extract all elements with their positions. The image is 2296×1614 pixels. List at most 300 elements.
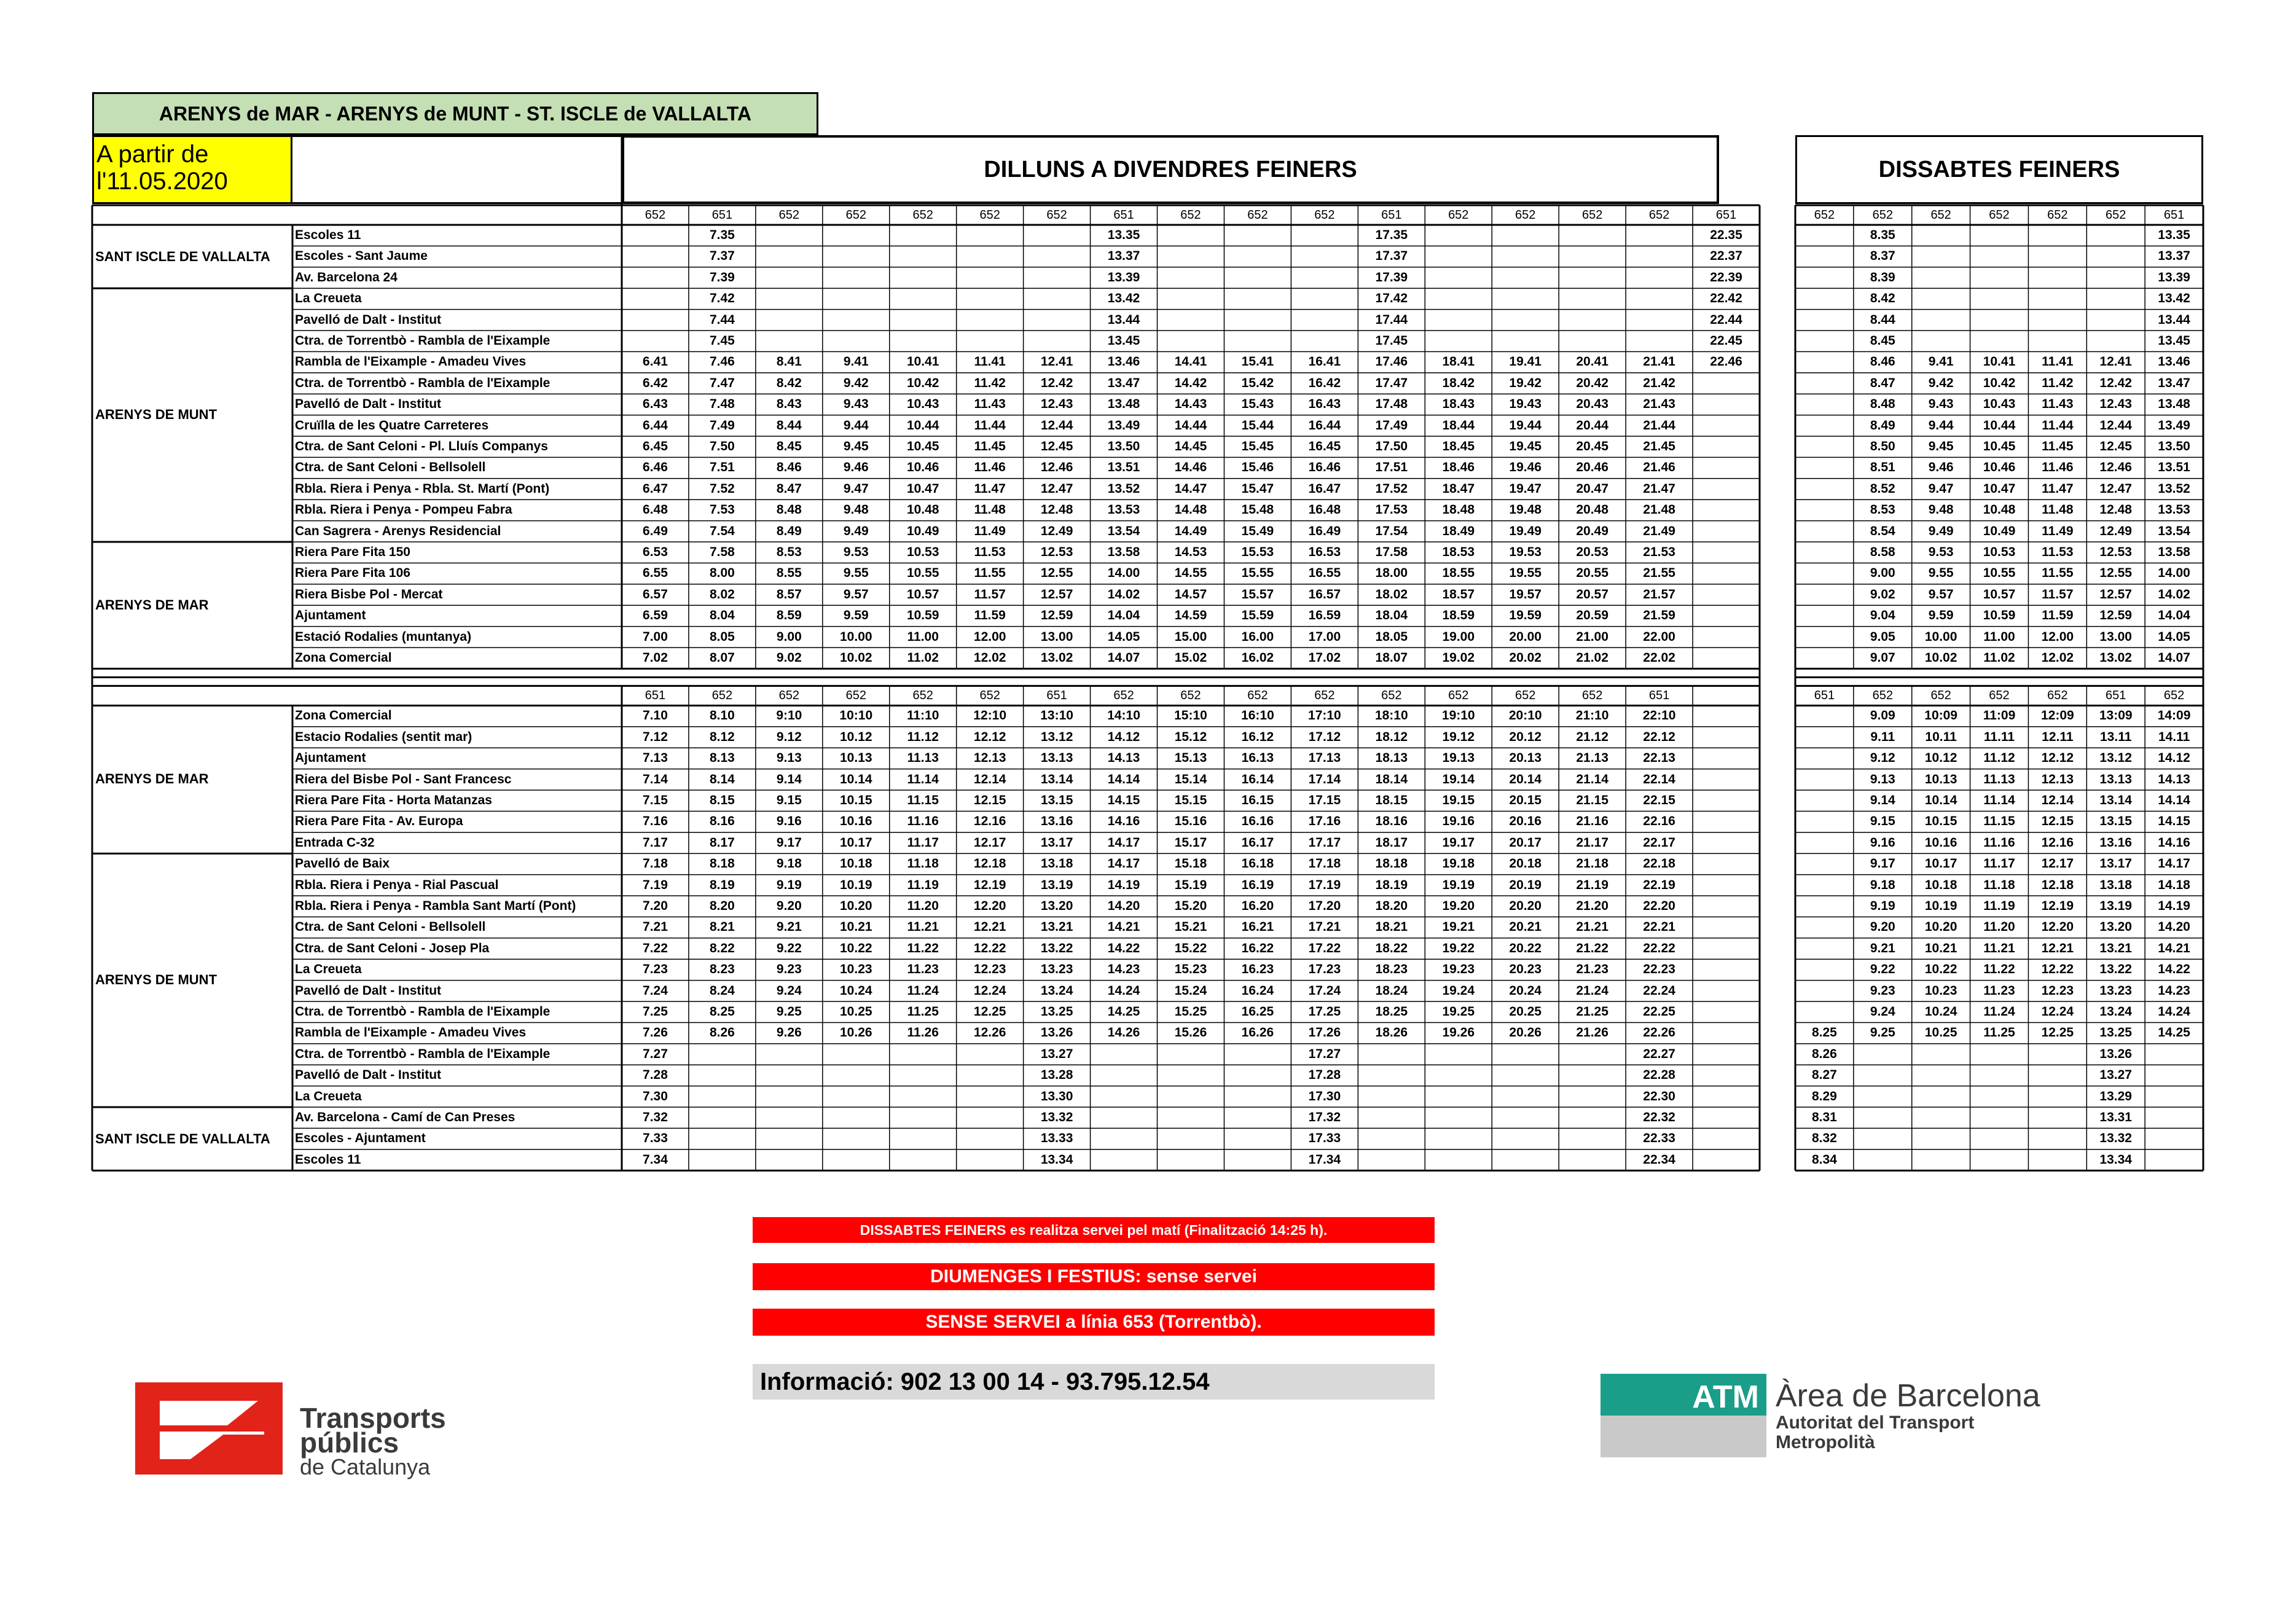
departure-time: 17.19 [1308, 877, 1341, 892]
departure-time: 15.41 [1241, 355, 1274, 369]
departure-time: 13.14 [1040, 772, 1073, 786]
departure-time: 15.14 [1174, 772, 1207, 786]
departure-time: 6.59 [643, 608, 668, 623]
departure-time: 17.12 [1308, 729, 1341, 744]
departure-time: 12.57 [2099, 587, 2132, 601]
line-number: 651 [1381, 208, 1402, 222]
departure-time: 13.29 [2099, 1089, 2132, 1103]
departure-time: 14.14 [1107, 772, 1140, 786]
departure-time: 16.15 [1241, 793, 1274, 807]
departure-time: 15.53 [1241, 545, 1274, 559]
departure-time: 11.41 [974, 355, 1006, 369]
departure-time: 18.26 [1375, 1025, 1408, 1040]
departure-time: 17.54 [1375, 523, 1408, 538]
departure-time: 15.49 [1241, 523, 1274, 538]
stop-name: Riera Pare Fita 150 [295, 545, 410, 559]
departure-time: 14.20 [1107, 899, 1140, 913]
departure-time: 8.48 [776, 503, 802, 517]
stop-name: La Creueta [295, 291, 362, 306]
departure-time: 12.21 [2041, 941, 2074, 955]
line-number: 652 [1180, 208, 1201, 222]
departure-time: 8.44 [1870, 312, 1895, 327]
departure-time: 18.49 [1442, 523, 1475, 538]
departure-time: 8.49 [776, 523, 802, 538]
departure-time: 13.42 [1107, 291, 1140, 306]
departure-time: 20.18 [1509, 856, 1542, 871]
stop-name: Rbla. Riera i Penya - Pompeu Fabra [295, 503, 512, 517]
departure-time: 15.23 [1174, 962, 1207, 977]
departure-time: 10.02 [840, 651, 872, 665]
departure-time: 8.22 [709, 941, 735, 955]
departure-time: 11.20 [1983, 920, 2015, 934]
departure-time: 22:10 [1642, 708, 1676, 723]
departure-time: 17.22 [1308, 941, 1341, 955]
departure-time: 14.26 [1107, 1025, 1140, 1040]
departure-time: 13.46 [1107, 355, 1140, 369]
departure-time: 19.46 [1509, 460, 1542, 475]
departure-time: 7.16 [643, 814, 668, 829]
departure-time: 14.14 [2158, 793, 2190, 807]
departure-time: 10.41 [1983, 355, 2016, 369]
departure-time: 19:10 [1441, 708, 1475, 723]
departure-time: 10.45 [1983, 439, 2016, 453]
departure-time: 9.57 [1928, 587, 1954, 601]
departure-time: 15.02 [1174, 651, 1207, 665]
departure-time: 12.43 [2099, 397, 2132, 412]
departure-time: 17.17 [1308, 835, 1341, 850]
line-number: 652 [1113, 689, 1134, 703]
departure-time: 17.16 [1308, 814, 1341, 829]
departure-time: 12.45 [1040, 439, 1073, 453]
departure-time: 6.42 [643, 375, 668, 390]
line-number: 652 [1180, 689, 1201, 703]
stop-name: Rbla. Riera i Penya - Rambla Sant Martí (Pont) [295, 899, 576, 913]
departure-time: 17.48 [1375, 397, 1408, 412]
departure-time: 11.20 [907, 899, 939, 913]
departure-time: 13.27 [2099, 1068, 2132, 1083]
departure-time: 11.49 [2042, 523, 2074, 538]
departure-time: 9.13 [776, 751, 802, 766]
line-number: 652 [1872, 689, 1893, 703]
departure-time: 11.45 [2042, 439, 2074, 453]
line-number: 652 [711, 689, 733, 703]
departure-time: 11.15 [1983, 814, 2015, 829]
departure-time: 8.25 [709, 1005, 735, 1019]
departure-time: 8.14 [709, 772, 735, 786]
zone-label: ARENYS DE MUNT [95, 972, 217, 988]
departure-time: 15.18 [1174, 856, 1207, 871]
departure-time: 11.14 [907, 772, 939, 786]
tpc-logo-text [300, 1402, 446, 1479]
departure-time: 17.14 [1308, 772, 1341, 786]
departure-time: 18.59 [1442, 608, 1475, 623]
departure-time: 13.47 [1107, 375, 1140, 390]
departure-time: 10.55 [906, 566, 939, 581]
departure-time: 13.12 [2099, 751, 2132, 766]
departure-time: 9.59 [1928, 608, 1954, 623]
line-number: 652 [1247, 208, 1268, 222]
departure-time: 17.45 [1375, 334, 1408, 348]
departure-time: 7.49 [709, 418, 735, 433]
departure-time: 22.21 [1643, 920, 1675, 934]
departure-time: 22.24 [1643, 983, 1675, 998]
stop-name: Riera del Bisbe Pol - Sant Francesc [295, 772, 512, 786]
stop-name: Rbla. Riera i Penya - Rbla. St. Martí (Pont) [295, 481, 550, 496]
departure-time: 13.53 [1107, 503, 1140, 517]
departure-time: 9.15 [1870, 814, 1895, 829]
departure-time: 22.33 [1643, 1131, 1675, 1146]
departure-time: 6.43 [643, 397, 668, 412]
departure-time: 8.41 [776, 355, 802, 369]
line-number: 651 [1113, 208, 1134, 222]
departure-time: 15.19 [1174, 877, 1207, 892]
departure-time: 10.23 [1924, 983, 1957, 998]
stop-name: Cruïlla de les Quatre Carreteres [295, 418, 489, 433]
departure-time: 22.16 [1643, 814, 1675, 829]
departure-time: 18.43 [1442, 397, 1475, 412]
departure-time: 13:10 [1040, 708, 1073, 723]
line-number: 652 [778, 208, 800, 222]
departure-time: 12.47 [1040, 481, 1073, 496]
departure-time: 9.47 [1928, 481, 1954, 496]
departure-time: 11.48 [974, 503, 1006, 517]
line-number: 652 [979, 689, 1000, 703]
departure-time: 11.47 [2042, 481, 2074, 496]
departure-time: 15.25 [1174, 1005, 1207, 1019]
departure-time: 13.12 [1040, 729, 1073, 744]
departure-time: 18.22 [1375, 941, 1408, 955]
departure-time: 6.55 [643, 566, 668, 581]
departure-time: 22.22 [1643, 941, 1675, 955]
departure-time: 9.16 [776, 814, 802, 829]
departure-time: 9.22 [776, 941, 802, 955]
departure-time: 21.24 [1576, 983, 1608, 998]
departure-time: 14.12 [1107, 729, 1140, 744]
departure-time: 12.59 [2099, 608, 2132, 623]
departure-time: 13.13 [2099, 772, 2132, 786]
departure-time: 9.43 [843, 397, 869, 412]
departure-time: 14.04 [1107, 608, 1140, 623]
departure-time: 14.05 [1107, 629, 1140, 644]
departure-time: 10.18 [840, 856, 872, 871]
departure-time: 17.46 [1375, 355, 1408, 369]
departure-time: 9.05 [1870, 629, 1895, 644]
departure-time: 13.39 [2158, 270, 2190, 284]
departure-time: 13.39 [1107, 270, 1140, 284]
departure-time: 19.43 [1509, 397, 1542, 412]
departure-time: 13.42 [2158, 291, 2190, 306]
departure-time: 9.25 [776, 1005, 802, 1019]
departure-time: 10.43 [1983, 397, 2016, 412]
departure-time: 11.48 [2042, 503, 2074, 517]
departure-time: 20.25 [1509, 1005, 1542, 1019]
departure-time: 10.57 [906, 587, 939, 601]
departure-time: 22.44 [1710, 312, 1742, 327]
departure-time: 19.20 [1442, 899, 1475, 913]
departure-time: 13.31 [2099, 1110, 2132, 1124]
departure-time: 16.13 [1241, 751, 1274, 766]
departure-time: 9.41 [1928, 355, 1954, 369]
departure-time: 21.41 [1643, 355, 1675, 369]
departure-time: 10.11 [1925, 729, 1957, 744]
departure-time: 8.23 [709, 962, 735, 977]
departure-time: 14.16 [2158, 835, 2190, 850]
departure-time: 13.46 [2158, 355, 2190, 369]
departure-time: 17.26 [1308, 1025, 1341, 1040]
line-number: 651 [1648, 689, 1670, 703]
departure-time: 9.45 [1928, 439, 1954, 453]
departure-time: 21.02 [1576, 651, 1608, 665]
departure-time: 7.26 [643, 1025, 668, 1040]
departure-time: 20.47 [1576, 481, 1608, 496]
departure-time: 21.17 [1576, 835, 1608, 850]
departure-time: 19.02 [1442, 651, 1475, 665]
departure-time: 7.47 [709, 375, 735, 390]
departure-time: 17.39 [1375, 270, 1408, 284]
departure-time: 21.59 [1643, 608, 1675, 623]
departure-time: 11.41 [2042, 355, 2074, 369]
departure-time: 20.23 [1509, 962, 1542, 977]
departure-time: 11.55 [2042, 566, 2074, 581]
departure-time: 14.53 [1174, 545, 1207, 559]
departure-time: 7.44 [709, 312, 735, 327]
departure-time: 8.31 [1811, 1110, 1837, 1124]
departure-time: 10.48 [906, 503, 939, 517]
departure-time: 18.04 [1375, 608, 1408, 623]
departure-time: 13.49 [1107, 418, 1140, 433]
departure-time: 11.53 [974, 545, 1006, 559]
departure-time: 12.14 [973, 772, 1006, 786]
departure-time: 9.12 [1870, 751, 1895, 766]
departure-time: 16.44 [1308, 418, 1341, 433]
line-number: 652 [1448, 208, 1469, 222]
departure-time: 8.17 [709, 835, 735, 850]
departure-time: 7.32 [643, 1110, 668, 1124]
departure-time: 13.48 [2158, 397, 2190, 412]
departure-time: 12.48 [2099, 503, 2132, 517]
departure-time: 13.28 [1040, 1068, 1073, 1083]
line-number: 652 [1314, 208, 1335, 222]
departure-time: 8.48 [1870, 397, 1895, 412]
sunday-notice: DIUMENGES I FESTIUS: sense servei [753, 1263, 1435, 1290]
departure-time: 11.44 [974, 418, 1006, 433]
departure-time: 15.00 [1174, 629, 1207, 644]
line-number: 652 [645, 208, 666, 222]
departure-time: 16.46 [1308, 460, 1341, 475]
departure-time: 13.24 [1040, 983, 1073, 998]
departure-time: 18.25 [1375, 1005, 1408, 1019]
stop-name: Escoles - Ajuntament [295, 1131, 426, 1146]
departure-time: 13.24 [2099, 1005, 2132, 1019]
departure-time: 18.24 [1375, 983, 1408, 998]
departure-time: 9.19 [776, 877, 802, 892]
stop-name: Riera Bisbe Pol - Mercat [295, 587, 443, 601]
departure-time: 14.18 [2158, 877, 2190, 892]
departure-time: 11.43 [2042, 397, 2074, 412]
departure-time: 16.43 [1308, 397, 1341, 412]
line-number [1693, 686, 1760, 705]
departure-time: 18.47 [1442, 481, 1475, 496]
departure-time: 9.53 [843, 545, 869, 559]
departure-time: 14.19 [2158, 899, 2190, 913]
departure-time: 11.25 [907, 1005, 939, 1019]
departure-time: 10.59 [1983, 608, 2016, 623]
departure-time: 21.57 [1643, 587, 1675, 601]
stop-name: Pavelló de Dalt - Institut [295, 312, 442, 327]
departure-time: 13.21 [2099, 941, 2132, 955]
stop-name: Pavelló de Dalt - Institut [295, 983, 442, 998]
departure-time: 10.46 [1983, 460, 2016, 475]
departure-time: 12.25 [973, 1005, 1006, 1019]
departure-time: 13.26 [2099, 1046, 2132, 1061]
departure-time: 18.00 [1375, 566, 1408, 581]
departure-time: 14.25 [2158, 1025, 2190, 1040]
departure-time: 11:10 [906, 708, 939, 723]
departure-time: 10.20 [840, 899, 872, 913]
departure-time: 7.13 [643, 751, 668, 766]
departure-time: 12.53 [2099, 545, 2132, 559]
departure-time: 17.33 [1308, 1131, 1341, 1146]
departure-time: 12.00 [2041, 629, 2074, 644]
departure-time: 11.45 [974, 439, 1006, 453]
departure-time: 11.12 [1983, 751, 2015, 766]
departure-time: 15.46 [1241, 460, 1274, 475]
stop-name: Escoles 11 [295, 228, 361, 242]
departure-time: 6.48 [643, 503, 668, 517]
departure-time: 7.22 [643, 941, 668, 955]
departure-time: 10.14 [840, 772, 872, 786]
departure-time: 17.00 [1308, 629, 1341, 644]
departure-time: 20.46 [1576, 460, 1608, 475]
departure-time: 20.55 [1576, 566, 1608, 581]
departure-time: 11.55 [974, 566, 1006, 581]
departure-time: 9.14 [1870, 793, 1895, 807]
line-number: 652 [1046, 208, 1067, 222]
departure-time: 19.21 [1442, 920, 1475, 934]
departure-time: 17.24 [1308, 983, 1341, 998]
departure-time: 15.21 [1174, 920, 1207, 934]
departure-time: 9.19 [1870, 899, 1895, 913]
departure-time: 15.48 [1241, 503, 1274, 517]
departure-time: 8.46 [776, 460, 802, 475]
stop-name: Ajuntament [295, 608, 366, 623]
departure-time: 12.15 [2041, 814, 2074, 829]
departure-time: 8.07 [709, 651, 735, 665]
departure-time: 8.35 [1870, 228, 1895, 242]
departure-time: 22.18 [1643, 856, 1675, 871]
line-653-notice: SENSE SERVEI a línia 653 (Torrentbò). [753, 1309, 1435, 1336]
departure-time: 7.58 [709, 545, 735, 559]
tpc-line1: Transports [300, 1402, 446, 1434]
departure-time: 9.04 [1870, 608, 1895, 623]
departure-time: 13.27 [1040, 1046, 1073, 1061]
departure-time: 11.46 [2042, 460, 2074, 475]
departure-time: 12.45 [2099, 439, 2132, 453]
departure-time: 22.27 [1643, 1046, 1675, 1061]
departure-time: 16.57 [1308, 587, 1341, 601]
info-phone: Informació: 902 13 00 14 - 93.795.12.54 [753, 1364, 1435, 1400]
departure-time: 14.55 [1174, 566, 1207, 581]
departure-time: 22.12 [1643, 729, 1675, 744]
line-number: 652 [1581, 689, 1603, 703]
zone-label: SANT ISCLE DE VALLALTA [95, 249, 270, 264]
departure-time: 13.34 [2099, 1152, 2132, 1167]
line-number: 652 [1448, 689, 1469, 703]
departure-time: 10.42 [1983, 375, 2016, 390]
departure-time: 13.33 [1040, 1131, 1073, 1146]
departure-time: 15.24 [1174, 983, 1207, 998]
departure-time: 8.12 [709, 729, 735, 744]
departure-time: 21.55 [1643, 566, 1675, 581]
departure-time: 22.25 [1643, 1005, 1675, 1019]
departure-time: 13.54 [1107, 523, 1140, 538]
departure-time: 18.45 [1442, 439, 1475, 453]
departure-time: 6.57 [643, 587, 668, 601]
departure-time: 13.48 [1107, 397, 1140, 412]
departure-time: 19.55 [1509, 566, 1542, 581]
departure-time: 21.00 [1576, 629, 1608, 644]
departure-time: 13.02 [1040, 651, 1073, 665]
departure-time: 13.19 [1040, 877, 1073, 892]
departure-time: 9.17 [1870, 856, 1895, 871]
departure-time: 16.21 [1241, 920, 1274, 934]
departure-time: 13.20 [2099, 920, 2132, 934]
departure-time: 12.49 [2099, 523, 2132, 538]
departure-time: 9.24 [776, 983, 802, 998]
departure-time: 13.51 [2158, 460, 2190, 475]
departure-time: 17.21 [1308, 920, 1341, 934]
departure-time: 10.02 [1924, 651, 1957, 665]
departure-time: 12.19 [2041, 899, 2074, 913]
departure-time: 7.45 [709, 334, 735, 348]
departure-time: 13.37 [1107, 249, 1140, 264]
departure-time: 20:10 [1508, 708, 1542, 723]
departure-time: 13.58 [2158, 545, 2190, 559]
departure-time: 15.47 [1241, 481, 1274, 496]
departure-time: 22.30 [1643, 1089, 1675, 1103]
departure-time: 7.00 [643, 629, 668, 644]
departure-time: 13.16 [1040, 814, 1073, 829]
stop-name: La Creueta [295, 1089, 362, 1103]
departure-time: 17:10 [1308, 708, 1341, 723]
line-number: 652 [1989, 689, 2010, 703]
departure-time: 13.30 [1040, 1089, 1073, 1103]
atm-title: Àrea de Barcelona [1776, 1378, 2040, 1414]
departure-time: 8.53 [776, 545, 802, 559]
departure-time: 18.19 [1375, 877, 1408, 892]
departure-time: 8.32 [1811, 1131, 1837, 1146]
departure-time: 21.12 [1576, 729, 1608, 744]
departure-time: 13.58 [1107, 545, 1140, 559]
departure-time: 17.47 [1375, 375, 1408, 390]
departure-time: 9.43 [1928, 397, 1954, 412]
stop-name: Ctra. de Sant Celoni - Josep Pla [295, 941, 490, 955]
zone-label: ARENYS DE MAR [95, 597, 209, 613]
departure-time: 20.17 [1509, 835, 1542, 850]
departure-time: 15.13 [1174, 751, 1207, 766]
stop-name: Zona Comercial [295, 651, 392, 665]
departure-time: 8.29 [1811, 1089, 1837, 1103]
departure-time: 8.45 [776, 439, 802, 453]
departure-time: 10.53 [906, 545, 939, 559]
departure-time: 7.37 [709, 249, 735, 264]
departure-time: 11.12 [907, 729, 939, 744]
departure-time: 11.42 [974, 375, 1006, 390]
departure-time: 13.32 [2099, 1131, 2132, 1146]
departure-time: 10.26 [840, 1025, 872, 1040]
departure-time: 20.57 [1576, 587, 1608, 601]
departure-time: 13.45 [2158, 334, 2190, 348]
